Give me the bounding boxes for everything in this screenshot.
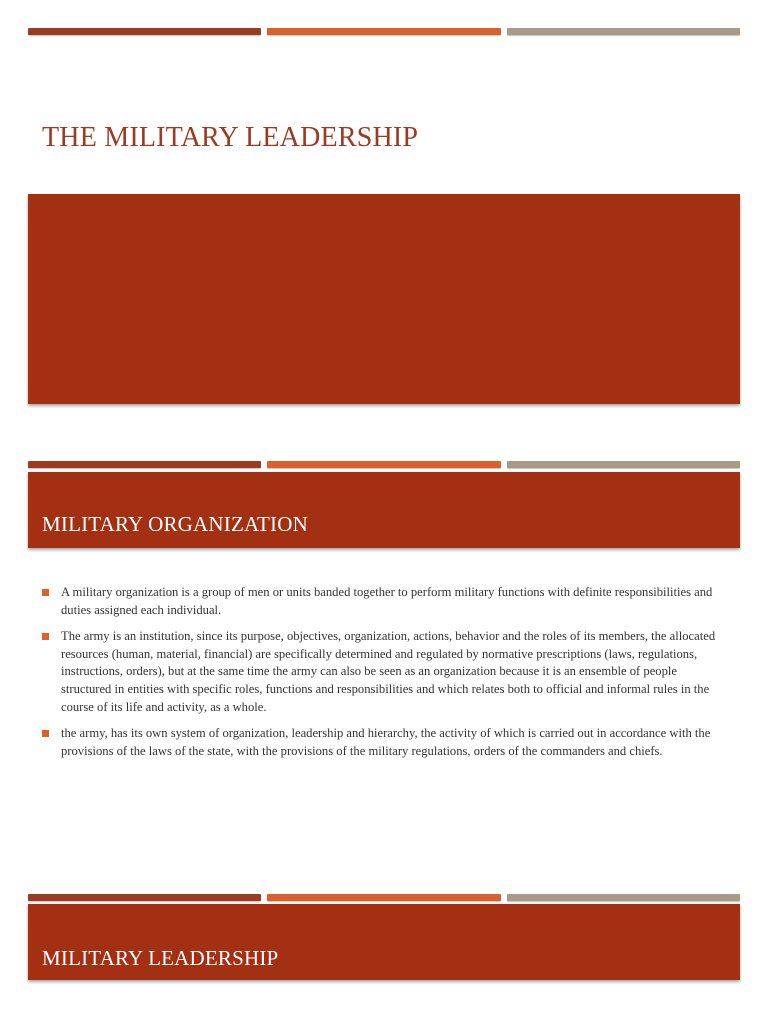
- slide2-accent-bars: [28, 461, 740, 468]
- bullet-item: [42, 628, 726, 716]
- accent-bar-orange: [267, 461, 500, 468]
- slide1-accent-bars: [28, 28, 740, 35]
- slide2-title: MILITARY ORGANIZATION: [42, 512, 308, 536]
- slide1-title: THE MILITARY LEADERSHIP: [42, 122, 419, 153]
- slide3-title-panel: [28, 904, 740, 980]
- accent-bar-dark: [28, 461, 261, 468]
- square-bullet-icon: [42, 589, 49, 596]
- slide2-bullet-list: [42, 584, 726, 769]
- accent-bar-taupe: [507, 894, 740, 901]
- accent-bar-orange: [267, 28, 500, 35]
- slide1-red-panel: [28, 194, 740, 404]
- bullet-text: the army, has its own system of organization, leadership and hierarchy, the activity of which is carried out in accordance with the provisions of the laws of the state, with the provisions of the military regulations, orders of the commanders and chiefs.: [61, 726, 711, 758]
- accent-bar-dark: [28, 894, 261, 901]
- slide2-title-panel: [28, 472, 740, 548]
- bullet-text: The army is an institution, since its purpose, objectives, organization, actions, behavior and the roles of its members, the allocated resources (human, material, financial) are specifically determined and regulated by normative prescriptions (laws, regulations, instructions, orders), but at the same time the army can also be seen as an organization because it is an ensemble of people structured in entities with specific roles, functions and responsibilities and which relates both to official and informal rules in the course of its life and activity, as a whole.: [61, 629, 716, 714]
- accent-bar-dark: [28, 28, 261, 35]
- bullet-text: A military organization is a group of men or units banded together to perform military functions with definite responsibilities and duties assigned each individual.: [61, 585, 713, 617]
- slide3-title: MILITARY LEADERSHIP: [42, 946, 279, 970]
- bullet-item: [42, 584, 726, 619]
- bullet-item: [42, 725, 726, 760]
- accent-bar-orange: [267, 894, 500, 901]
- square-bullet-icon: [42, 730, 49, 737]
- square-bullet-icon: [42, 633, 49, 640]
- accent-bar-taupe: [507, 461, 740, 468]
- slide3-accent-bars: [28, 894, 740, 901]
- accent-bar-taupe: [507, 28, 740, 35]
